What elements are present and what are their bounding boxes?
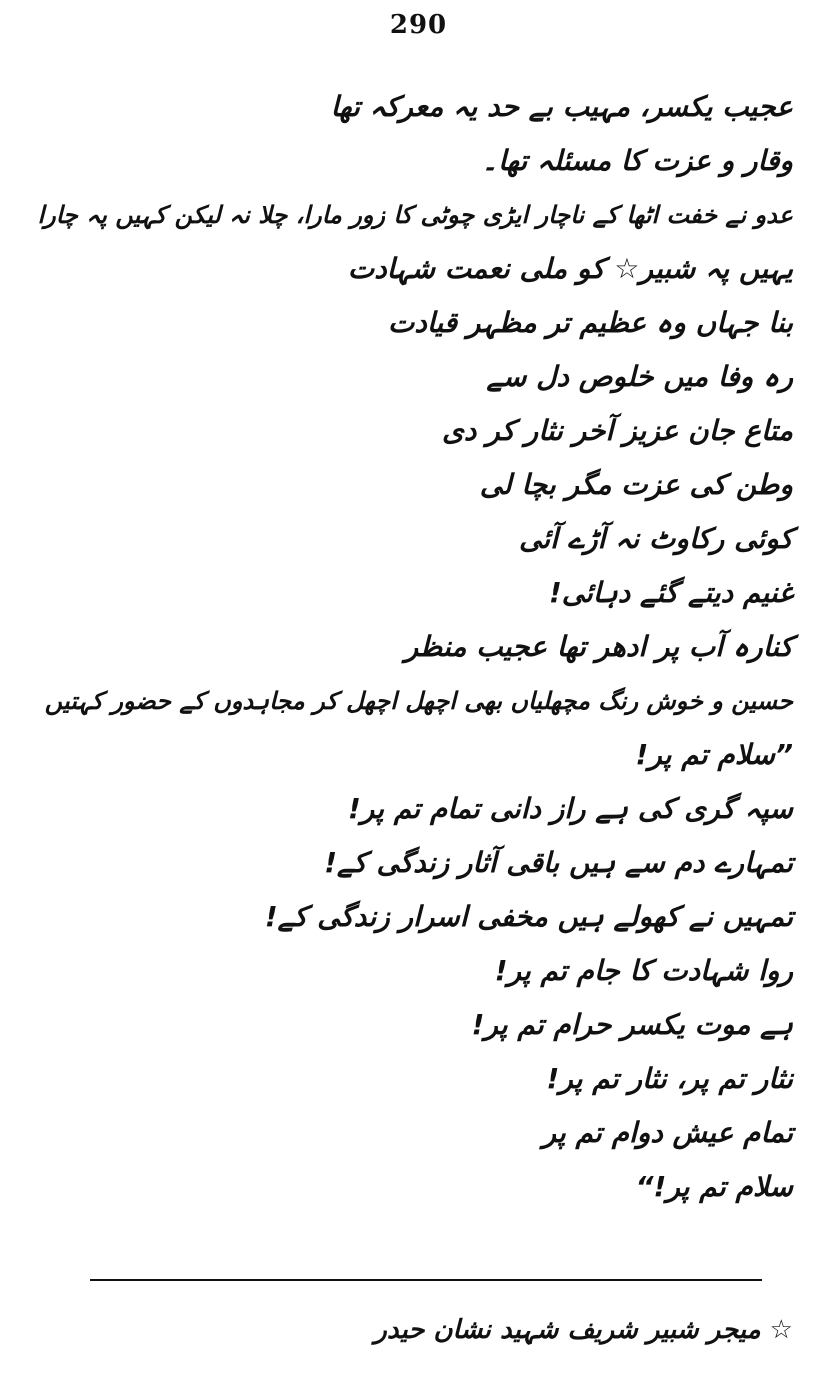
poem-line: وطن کی عزت مگر بچا لی: [479, 468, 793, 501]
footnote: ☆ میجر شبیر شریف شہید نشان حیدر: [374, 1315, 793, 1345]
poem-line: عدو نے خفت اٹھا کے ناچار ایڑی چوٹی کا زور مارا، چلا نہ لیکن کہیں پہ چارا: [37, 201, 793, 229]
poem-body: [33, 80, 793, 1214]
poem-line: سلام تم پر!“: [635, 1170, 793, 1203]
poem-line: روا شہادت کا جام تم پر!: [494, 954, 793, 987]
poem-line: کوئی رکاوٹ نہ آڑے آئی: [519, 522, 793, 555]
page-number: 290: [389, 10, 448, 40]
poem-line: متاع جان عزیز آخر نثار کر دی: [442, 414, 793, 447]
poem-line: تمہارے دم سے ہیں باقی آثار زندگی کے!: [324, 846, 793, 879]
footnote-divider: [90, 1279, 762, 1281]
poem-line: وقار و عزت کا مسئلہ تھا۔: [481, 144, 793, 177]
poem-line: سپہ گری کی ہے راز دانی تمام تم پر!: [348, 792, 793, 825]
poem-line: نثار تم پر، نثار تم پر!: [546, 1062, 793, 1095]
poem-line: رہ وفا میں خلوص دل سے: [486, 360, 793, 393]
poem-line: ”سلام تم پر!: [635, 738, 793, 771]
poem-line: بنا جہاں وہ عظیم تر مظہر قیادت: [387, 306, 793, 339]
poem-line: تمام عیش دوام تم پر: [542, 1116, 793, 1149]
poem-line: حسین و خوش رنگ مچھلیاں بھی اچھل اچھل کر مجاہدوں کے حضور کہتیں: [44, 687, 793, 715]
poem-line: یہیں پہ شبیر☆ کو ملی نعمت شہادت: [347, 252, 793, 285]
poem-line: عجیب یکسر، مہیب بے حد یہ معرکہ تھا: [330, 90, 793, 123]
poem-line: ہے موت یکسر حرام تم پر!: [471, 1008, 793, 1041]
poem-line: کنارہ آب پر ادھر تھا عجیب منظر: [404, 630, 793, 663]
poem-line: غنیم دیتے گئے دہائی!: [548, 576, 793, 609]
poem-line: تمہیں نے کھولے ہیں مخفی اسرار زندگی کے!: [264, 900, 793, 933]
